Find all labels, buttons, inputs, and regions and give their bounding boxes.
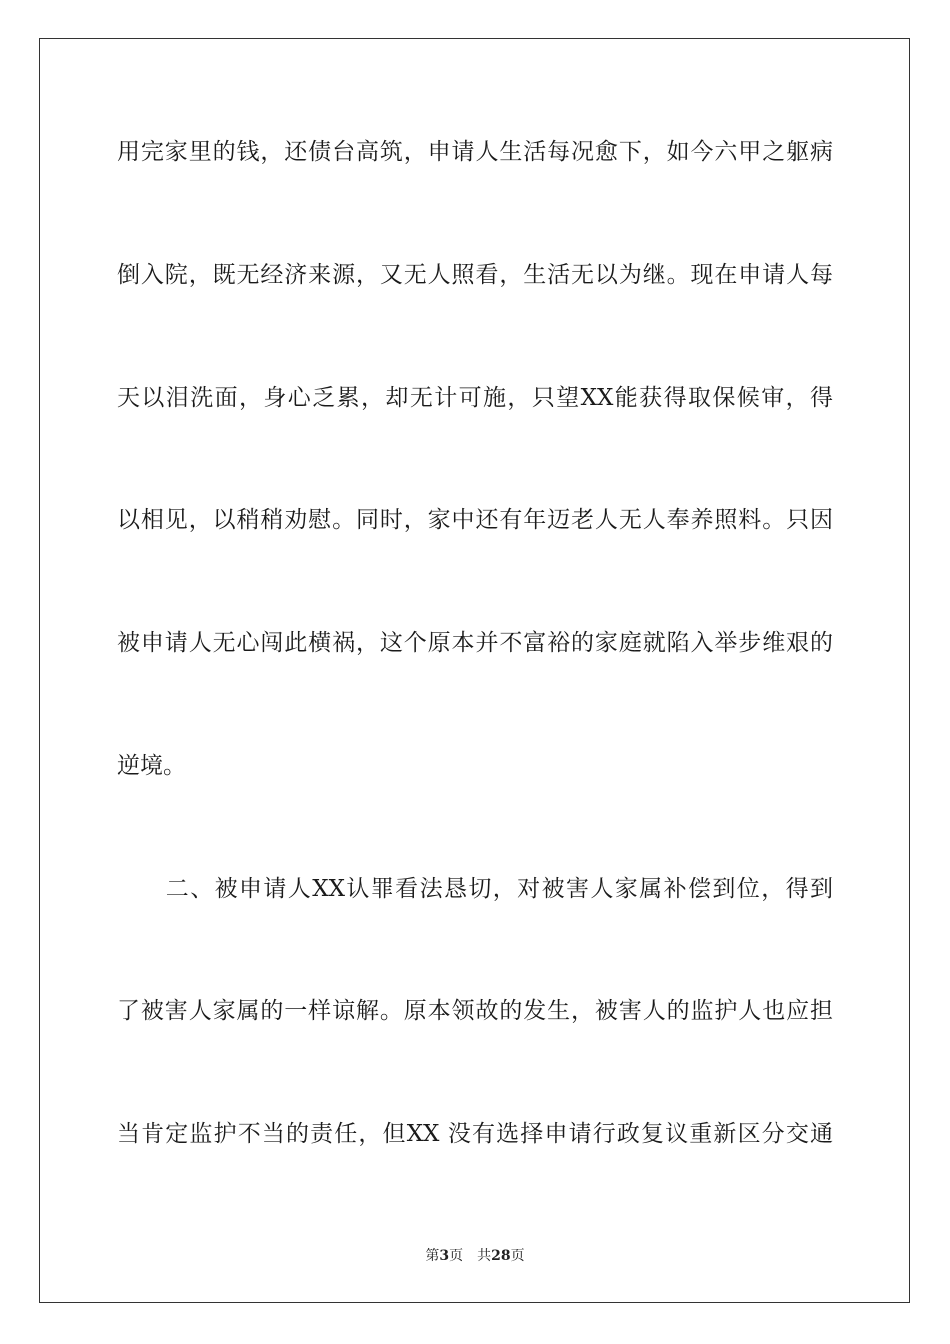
text-line-3: 天以泪洗面，身心乏累，却无计可施，只望XX能获得取保候审，得	[117, 385, 833, 411]
text-line-6: 逆境。	[117, 753, 186, 779]
text-line-2: 倒入院，既无经济来源，又无人照看，生活无以为继。现在申请人每	[117, 262, 833, 288]
text-line-8: 了被害人家属的一样谅解。原本领故的发生，被害人的监护人也应担	[117, 998, 833, 1024]
text-line-1: 用完家里的钱，还债台高筑，申请人生活每况愈下，如今六甲之躯病	[117, 139, 833, 165]
footer-middle: 页 共	[449, 1248, 492, 1264]
footer-prefix: 第	[425, 1248, 440, 1264]
footer-total-pages: 28	[491, 1248, 511, 1264]
text-line-5: 被申请人无心闯此横祸，这个原本并不富裕的家庭就陷入举步维艰的	[117, 630, 833, 656]
footer-page-number: 3	[439, 1248, 450, 1264]
text-line-9: 当肯定监护不当的责任，但XX 没有选择申请行政复议重新区分交通	[117, 1121, 833, 1147]
text-line-7: 二、被申请人XX认罪看法恳切，对被害人家属补偿到位，得到	[117, 876, 833, 902]
page-footer	[0, 1246, 950, 1266]
footer-suffix: 页	[510, 1248, 525, 1264]
text-line-4: 以相见，以稍稍劝慰。同时，家中还有年迈老人无人奉养照料。只因	[117, 507, 833, 533]
